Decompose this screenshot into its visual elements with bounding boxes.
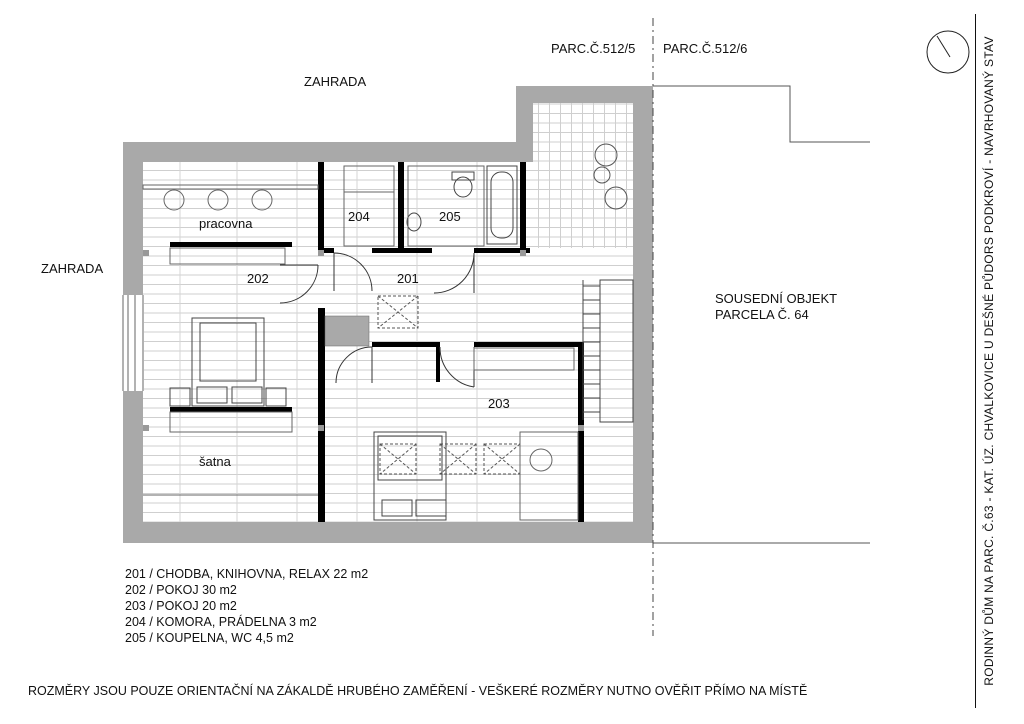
parcel-label-right: PARC.Č.512/6 <box>663 41 748 56</box>
room-203-label: 203 <box>488 396 510 411</box>
neighbor-label-line2: PARCELA Č. 64 <box>715 307 809 322</box>
room-204-label: 204 <box>348 209 370 224</box>
room-205-label: 205 <box>439 209 461 224</box>
pracovna-label: pracovna <box>199 216 253 231</box>
garden-label-left: ZAHRADA <box>41 261 104 276</box>
legend-item: 202 / POKOJ 30 m2 <box>125 583 237 597</box>
neighbor-label-line1: SOUSEDNÍ OBJEKT <box>715 291 838 306</box>
room-201-label: 201 <box>397 271 419 286</box>
legend-item: 204 / KOMORA, PRÁDELNA 3 m2 <box>125 615 317 629</box>
room-202-label: 202 <box>247 271 269 286</box>
garden-label-top: ZAHRADA <box>304 74 367 89</box>
chimney <box>325 316 369 346</box>
dimensions-note: ROZMĚRY JSOU POUZE ORIENTAČNÍ NA ZÁKALDĚ HRUBÉHO ZAMĚŘENÍ - VEŠKERÉ ROZMĚRY NUTNO OVĚŘIT PŘÍMO NA MÍSTĚ <box>28 684 808 698</box>
drawing-title: RODINNÝ DŮM NA PARC. Č.63 - KAT. ÚZ. CHVALKOVICE U DEŠNÉ PŮDORS PODKROVÍ - NAVRHOVANÝ STAV <box>982 36 996 686</box>
satna-label: šatna <box>199 454 231 469</box>
room-legend <box>125 566 368 646</box>
legend-item: 205 / KOUPELNA, WC 4,5 m2 <box>125 631 294 645</box>
legend-item: 203 / POKOJ 20 m2 <box>125 599 237 613</box>
legend-item: 201 / CHODBA, KNIHOVNA, RELAX 22 m2 <box>125 567 369 581</box>
parcel-label-left: PARC.Č.512/5 <box>551 41 636 56</box>
north-arrow-icon <box>927 31 969 73</box>
